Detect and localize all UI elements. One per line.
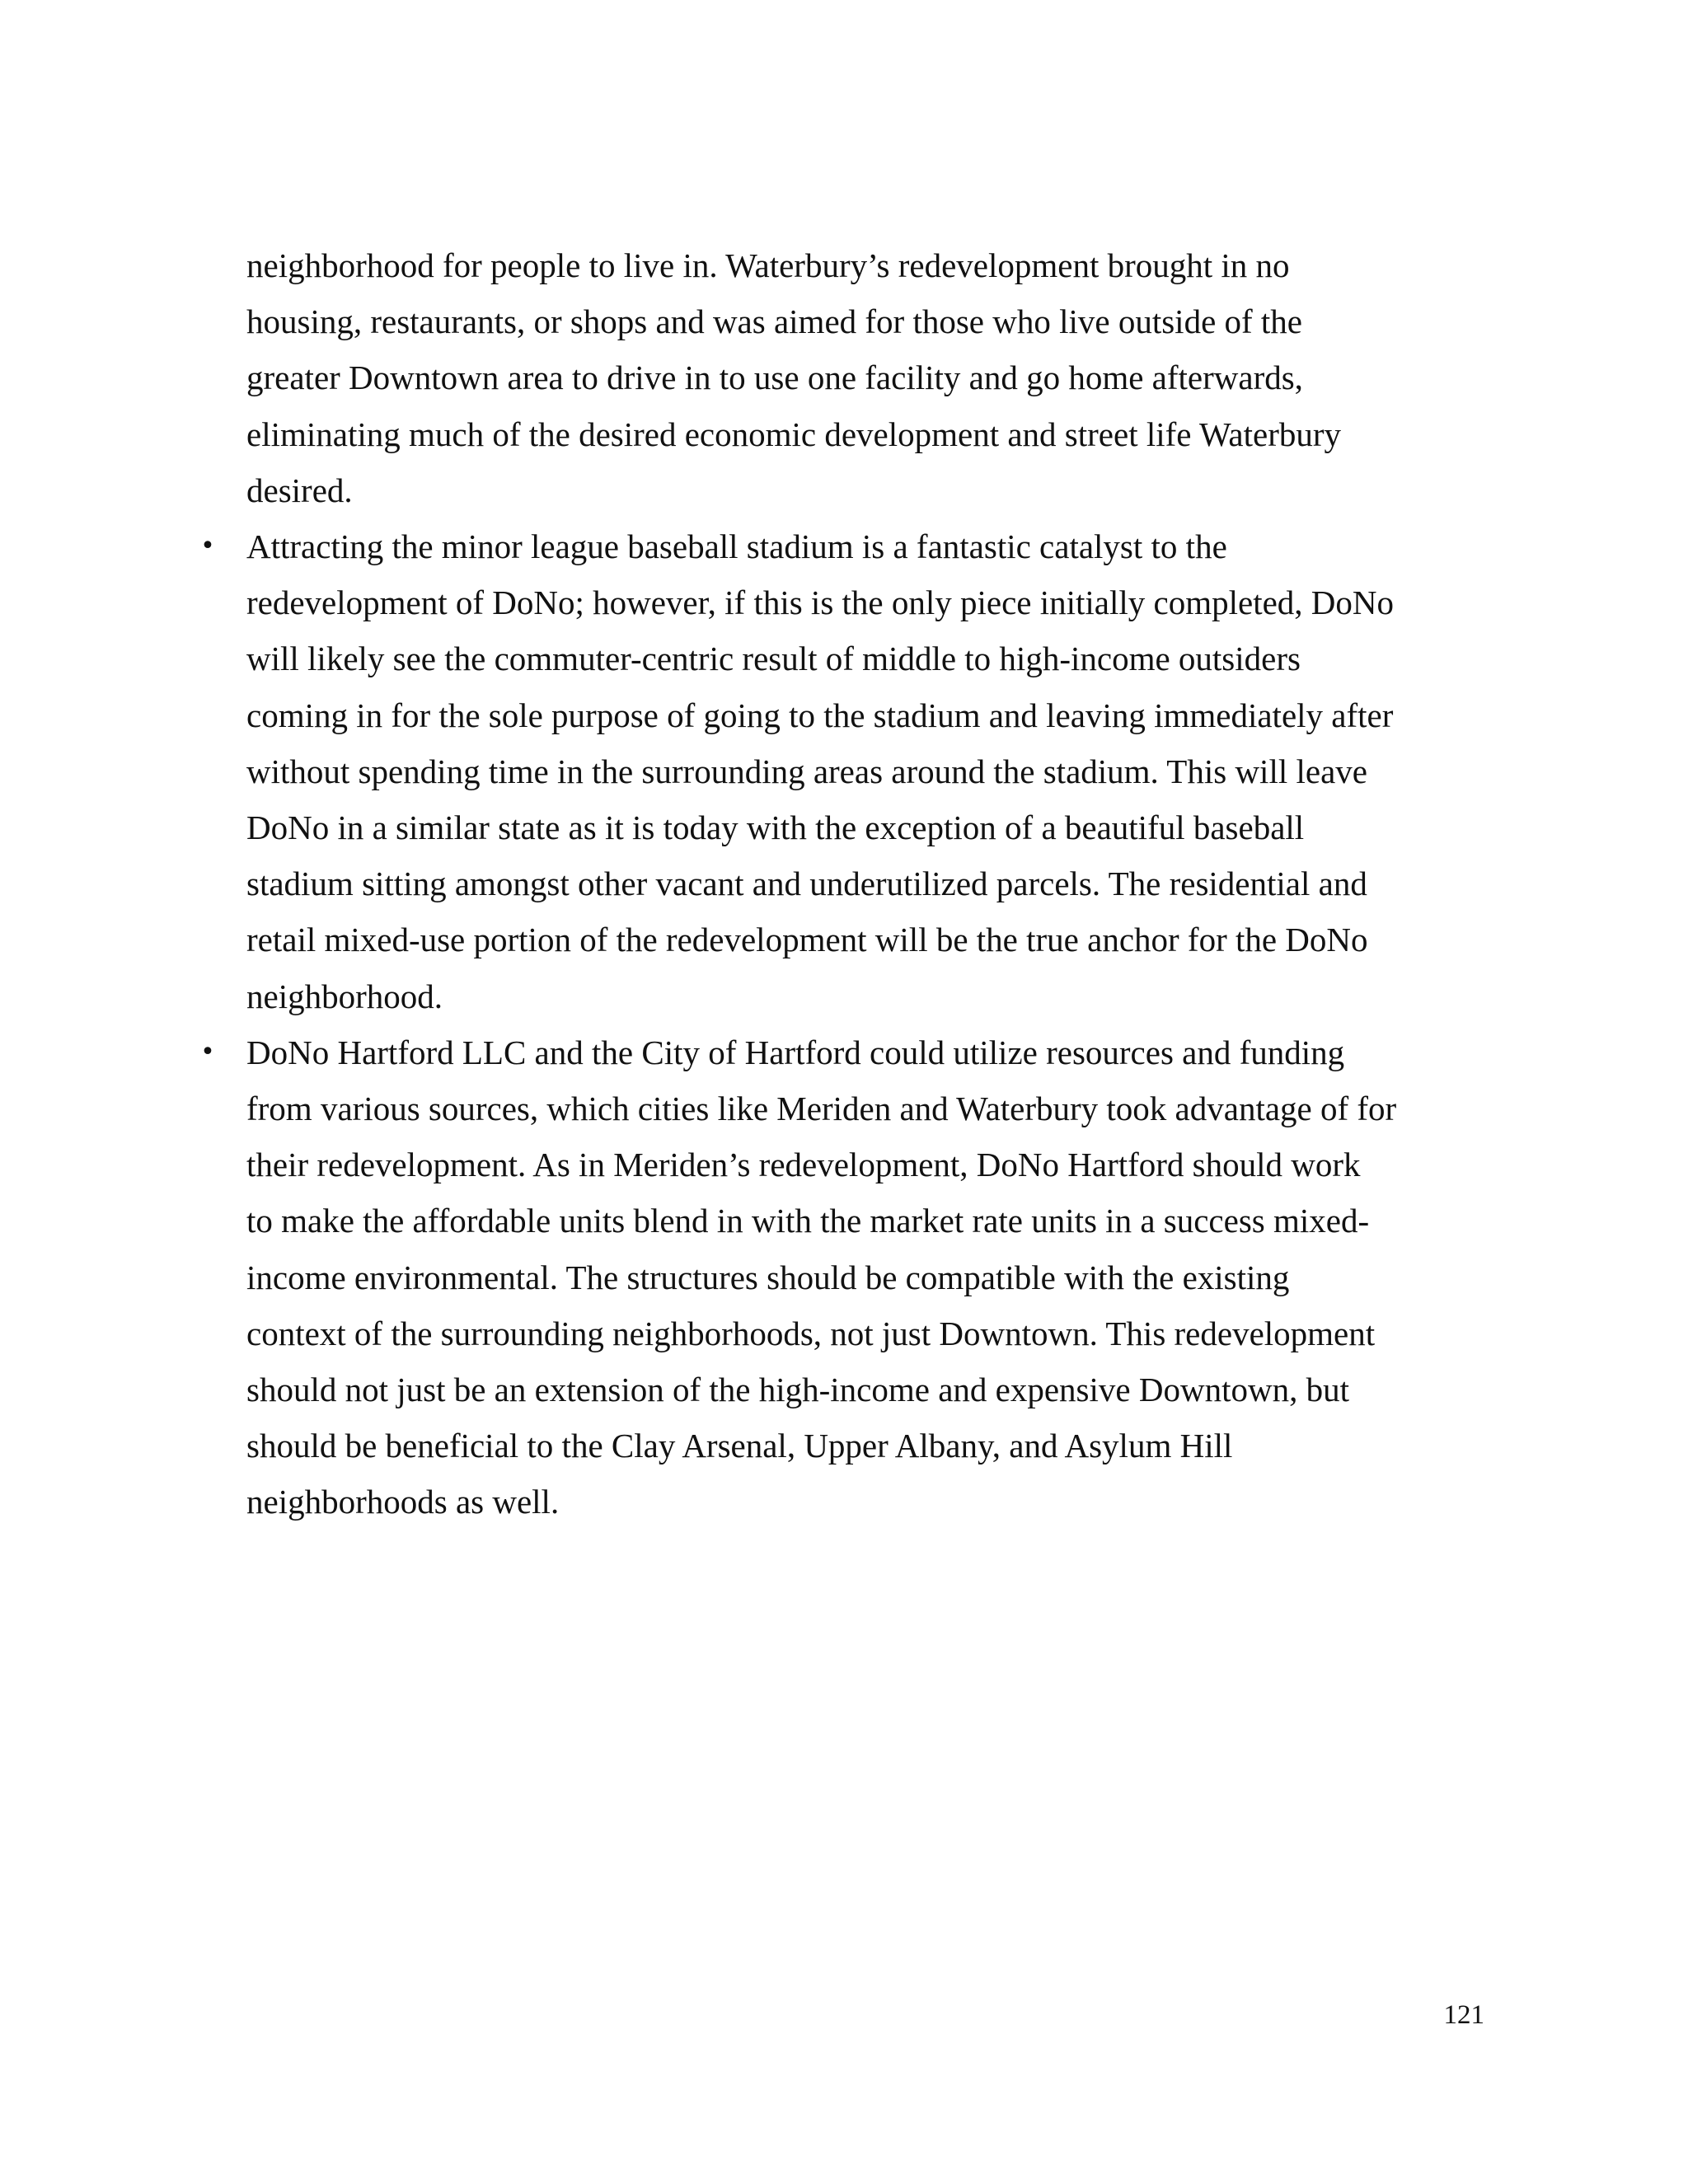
text-line: should be beneficial to the Clay Arsenal, Upper Albany, and Asylum Hill — [246, 1427, 1233, 1465]
text-line: retail mixed-use portion of the redevelopment will be the true anchor for the DoNo — [246, 921, 1368, 959]
text-line: eliminating much of the desired economic development and street life Waterbury — [246, 415, 1341, 453]
text-line: income environmental. The structures should be compatible with the existing — [246, 1258, 1290, 1296]
text-line: neighborhood. — [246, 977, 443, 1015]
page-number: 121 — [1443, 2000, 1484, 2030]
text-line: coming in for the sole purpose of going to the stadium and leaving immediately after — [246, 696, 1394, 734]
text-line: greater Downtown area to drive in to use one facility and go home afterwards, — [246, 359, 1303, 397]
text-line: context of the surrounding neighborhoods, not just Downtown. This redevelopment — [246, 1314, 1376, 1352]
text-line: from various sources, which cities like Meriden and Waterbury took advantage of for — [246, 1090, 1397, 1128]
bullet-item-funding — [200, 1024, 1483, 1530]
bullet-marker: • — [200, 532, 215, 561]
text-line: redevelopment of DoNo; however, if this is the only piece initially completed, DoNo — [246, 583, 1395, 622]
text-line: housing, restaurants, or shops and was aimed for those who live outside of the — [246, 302, 1303, 341]
text-line: stadium sitting amongst other vacant and underutilized parcels. The residential and — [246, 865, 1367, 903]
text-line: Attracting the minor league baseball stadium is a fantastic catalyst to the — [246, 527, 1227, 566]
text-line: their redevelopment. As in Meriden’s redevelopment, DoNo Hartford should work — [246, 1146, 1361, 1184]
text-line: to make the affordable units blend in with the market rate units in a success mixed- — [246, 1202, 1370, 1240]
bullet-item-stadium — [200, 518, 1483, 1024]
text-line: DoNo in a similar state as it is today with the exception of a beautiful baseball — [246, 808, 1305, 847]
bullet-marker: • — [200, 1037, 215, 1066]
text-line: desired. — [246, 471, 353, 509]
text-line: DoNo Hartford LLC and the City of Hartford could utilize resources and funding — [246, 1033, 1345, 1071]
paragraph-continuation — [246, 237, 1483, 518]
text-line: should not just be an extension of the high-income and expensive Downtown, but — [246, 1371, 1349, 1409]
text-line: without spending time in the surrounding areas around the stadium. This will leave — [246, 752, 1367, 790]
text-line: neighborhoods as well. — [246, 1483, 560, 1521]
text-line: will likely see the commuter-centric result of middle to high-income outsiders — [246, 640, 1301, 678]
body-text — [200, 237, 1483, 1530]
text-line: neighborhood for people to live in. Waterbury’s redevelopment brought in no — [246, 246, 1290, 284]
